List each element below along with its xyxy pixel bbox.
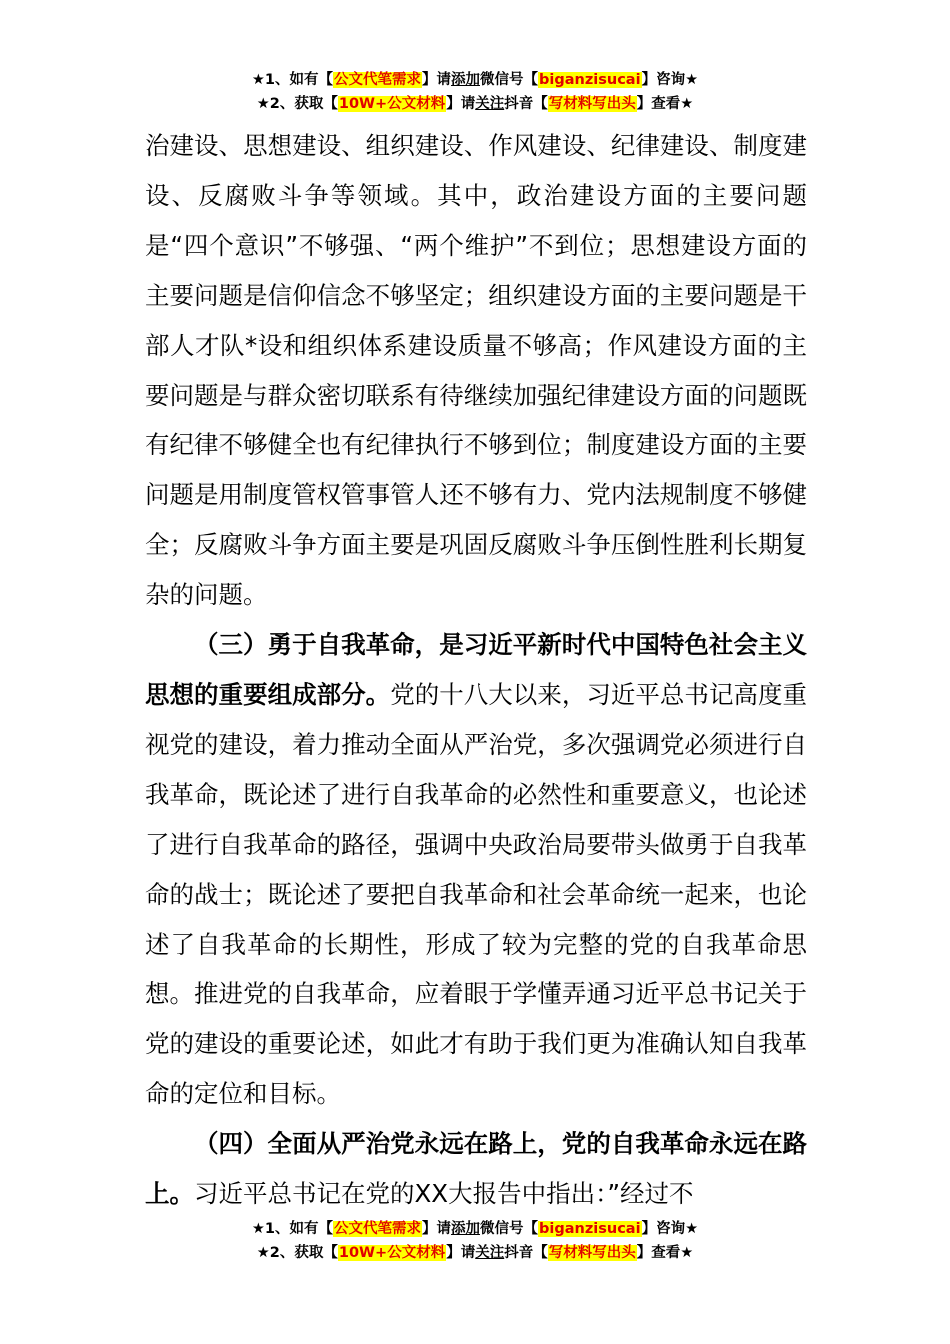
banner-text: 】请 (422, 72, 452, 88)
highlight-wechat-id: biganzisucai (539, 72, 641, 88)
underlined-text: 关注 (475, 1245, 505, 1261)
banner-line-2 (0, 92, 950, 116)
banner-text: 微信号【 (480, 72, 539, 88)
document-body (145, 121, 807, 1219)
banner-text: 】查看★ (636, 96, 694, 112)
underlined-text: 关注 (475, 96, 505, 112)
highlight-materials: 10W+公文材料 (338, 1245, 446, 1261)
paragraph-2-body: 党的十八大以来，习近平总书记高度重视党的建设，着力推动全面从严治党，多次强调党必须进行自我革命，既论述了进行自我革命的必然性和重要意义，也论述了进行自我革命的路径，强调中央政治局要带头做勇于自我革命的战士；既论述了要把自我革命和社会革命统一起来，也论述了自我革命的长期性，形成了较为完整的党的自我革命思想。推进党的自我革命，应着眼于学懂弄通习近平总书记关于党的建设的重要论述，如此才有助于我们更为准确认知自我革命的定位和目标。 (145, 679, 808, 1109)
banner-text: ★1、如有【 (251, 72, 334, 88)
highlight-materials: 10W+公文材料 (338, 96, 446, 112)
banner-text: 】咨询★ (641, 72, 699, 88)
banner-text: 】咨询★ (641, 1221, 699, 1237)
banner-line-2 (0, 1241, 950, 1265)
section-heading-4: （四）全面从严治党永远在路上，党的自我革命永远在路上。 (145, 1129, 807, 1209)
section-heading-3: （三）勇于自我革命，是习近平新时代中国特色社会主义思想的重要组成部分。 (145, 630, 807, 709)
banner-text: 抖音【 (504, 1245, 548, 1261)
paragraph-3-body: 习近平总书记在党的XX大报告中指出：”经过不 (194, 1179, 694, 1209)
paragraph-1: 治建设、思想建设、组织建设、作风建设、纪律建设、制度建设、反腐败斗争等领域。其中，政治建设方面的主要问题是“四个意识”不够强、“两个维护”不到位；思想建设方面的主要问题是信仰信念不够坚定；组织建设方面的主要问题是干部人才队*设和组织体系建设质量不够高；作风建设方面的主要问题是与群众密切联系有待继续加强纪律建设方面的问题既有纪律不够健全也有纪律执行不够到位；制度建设方面的主要问题是用制度管权管事管人还不够有力、党内法规制度不够健全；反腐败斗争方面主要是巩固反腐败斗争压倒性胜利长期复杂的问题。 (145, 131, 807, 610)
paragraph-3 (145, 1119, 807, 1219)
highlight-douyin: 写材料写出头 (548, 96, 636, 112)
banner-text: ★2、获取【 (256, 1245, 338, 1261)
underlined-text: 添加 (451, 1221, 481, 1237)
footer-banner (0, 1217, 950, 1265)
banner-text: 】请 (422, 1221, 452, 1237)
banner-line-1 (0, 1217, 950, 1241)
banner-text: 】请 (446, 1245, 476, 1261)
banner-text: ★2、获取【 (256, 96, 338, 112)
underlined-text: 添加 (451, 72, 481, 88)
highlight-service: 公文代笔需求 (334, 72, 422, 88)
paragraph-2 (145, 620, 807, 1119)
highlight-douyin: 写材料写出头 (548, 1245, 636, 1261)
header-banner (0, 68, 950, 116)
banner-text: ★1、如有【 (251, 1221, 334, 1237)
banner-line-1 (0, 68, 950, 92)
banner-text: 】请 (446, 96, 476, 112)
banner-text: 】查看★ (636, 1245, 694, 1261)
banner-text: 微信号【 (480, 1221, 539, 1237)
banner-text: 抖音【 (504, 96, 548, 112)
highlight-wechat-id: biganzisucai (539, 1221, 641, 1237)
highlight-service: 公文代笔需求 (334, 1221, 422, 1237)
